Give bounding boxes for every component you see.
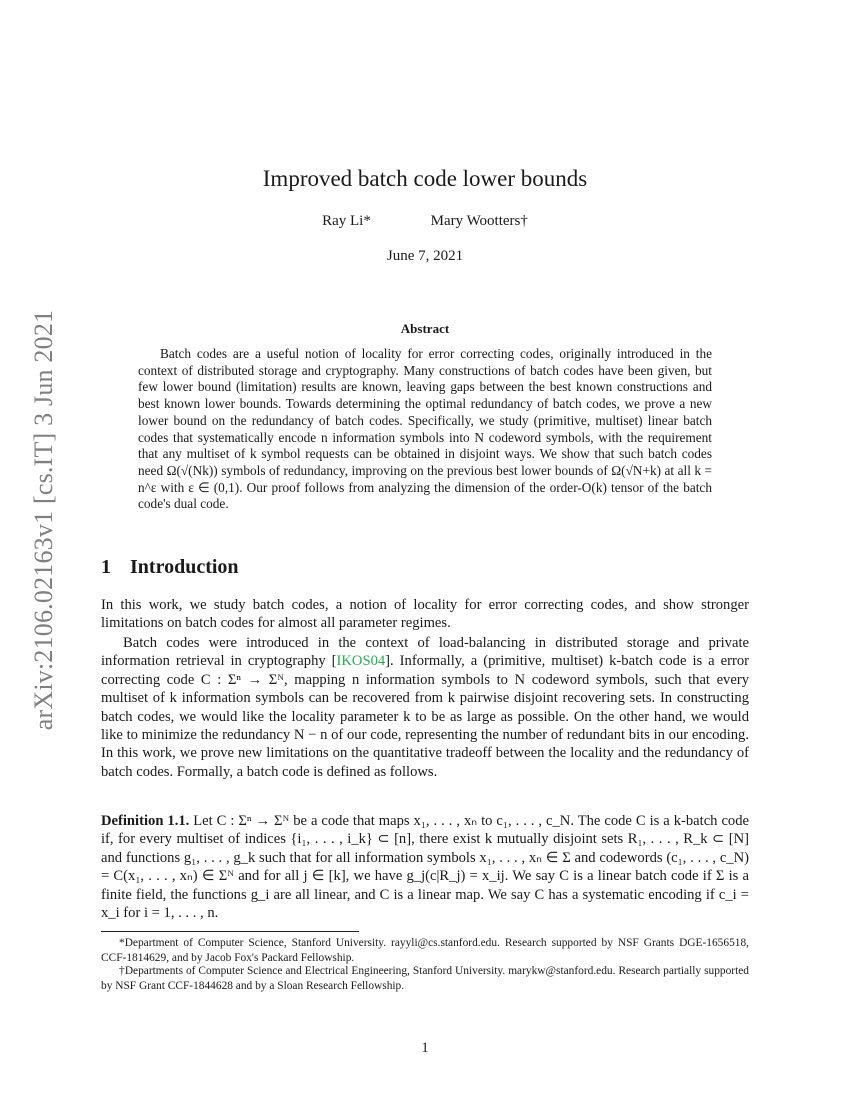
paragraph-2-start: Batch codes were introduced in the context of load-balancing in distributed storage and private information retrieval in cryptography [ xyxy=(101,635,749,670)
footnote-rule xyxy=(101,931,359,932)
footnote-1: *Department of Computer Science, Stanford University. rayyli@cs.stanford.edu. Research supported by NSF Grants DGE-1656518, CCF-1814629, and by Jacob Fox's Packard Fellowship. xyxy=(101,937,749,964)
author-2: Mary Wootters† xyxy=(430,213,528,229)
section-title: Introduction xyxy=(130,556,239,578)
definition-label: Definition 1.1. xyxy=(101,813,190,829)
abstract-heading: Abstract xyxy=(400,321,450,336)
section-heading xyxy=(101,556,239,579)
intro-paragraph-2 xyxy=(101,634,749,781)
author-1: Ray Li* xyxy=(322,213,371,229)
arxiv-identifier: arXiv:2106.02163v1 [cs.IT] 3 Jun 2021 xyxy=(29,309,58,731)
paragraph-2-rest: ]. Informally, a (primitive, multiset) k-batch code is a error correcting code C : Σⁿ → Σᴺ, mapping n information symbols to N codeword symbols, such that every multiset of k information symbols can be recovered from k pairwise disjoint recovering sets. In constructing batch codes, we would like the locality parameter k to be as large as possible. On the other hand, we would like to minimize the redundancy N − n of our code, representing the number of redundant bits in our encoding. In this work, we prove new limitations on the quantitative tradeoff between the locality and the redundancy of batch codes. Formally, a batch code is defined as follows. xyxy=(101,653,749,780)
paper-title: Improved batch code lower bounds xyxy=(262,166,588,191)
section-number: 1 xyxy=(101,556,111,578)
page-number: 1 xyxy=(421,1040,429,1056)
intro-paragraph-1: In this work, we study batch codes, a notion of locality for error correcting codes, and show stronger limitations on batch codes for almost all parameter regimes. xyxy=(101,597,749,632)
definition-block xyxy=(101,812,749,922)
abstract-body: Batch codes are a useful notion of locality for error correcting codes, originally introduced in the context of distributed storage and cryptography. Many constructions of batch codes have been given, but few lower bound (limitation) results are known, leaving gaps between the best known constructions and best known lower bounds. Towards determining the optimal redundancy of batch codes, we prove a new lower bound on the redundancy of batch codes. Specifically, we study (primitive, multiset) linear batch codes that systematically encode n information symbols into N codeword symbols, with the requirement that any multiset of k symbol requests can be obtained in disjoint ways. We show that such batch codes need Ω(√(Nk)) symbols of redundancy, improving on the previous best lower bounds of Ω(√N+k) at all k = n^ε with ε ∈ (0,1). Our proof follows from analyzing the dimension of the order-O(k) tensor of the batch code's dual code. xyxy=(138,346,712,512)
citation-link[interactable]: IKOS04 xyxy=(336,653,386,670)
footnote-2: †Departments of Computer Science and Electrical Engineering, Stanford University. marykw@stanford.edu. Research partially supported by NSF Grant CCF-1844628 and by a Sloan Research Fellowship. xyxy=(101,965,749,992)
author-list xyxy=(0,213,850,230)
definition-text: Let C : Σⁿ → Σᴺ be a code that maps x₁, . . . , xₙ to c₁, . . . , c_N. The code C is a k-batch code if, for every multiset of indices {i₁, . . . , i_k} ⊂ [n], there exist k mutually disjoint sets R₁, . . . , R_k ⊂ [N] and functions g₁, . . . , g_k such that for all information symbols x₁, . . . , xₙ ∈ Σ and codewords (c₁, . . . , c_N) = C(x₁, . . . , xₙ) ∈ Σᴺ and for all j ∈ [k], we have g_j(c|R_j) = x_ij. We say C is a linear batch code if Σ is a finite field, the functions g_i are all linear, and C is a linear map. We say C has a systematic encoding if c_i = x_i for i = 1, . . . , n. xyxy=(101,813,749,922)
paper-date: June 7, 2021 xyxy=(386,248,464,264)
